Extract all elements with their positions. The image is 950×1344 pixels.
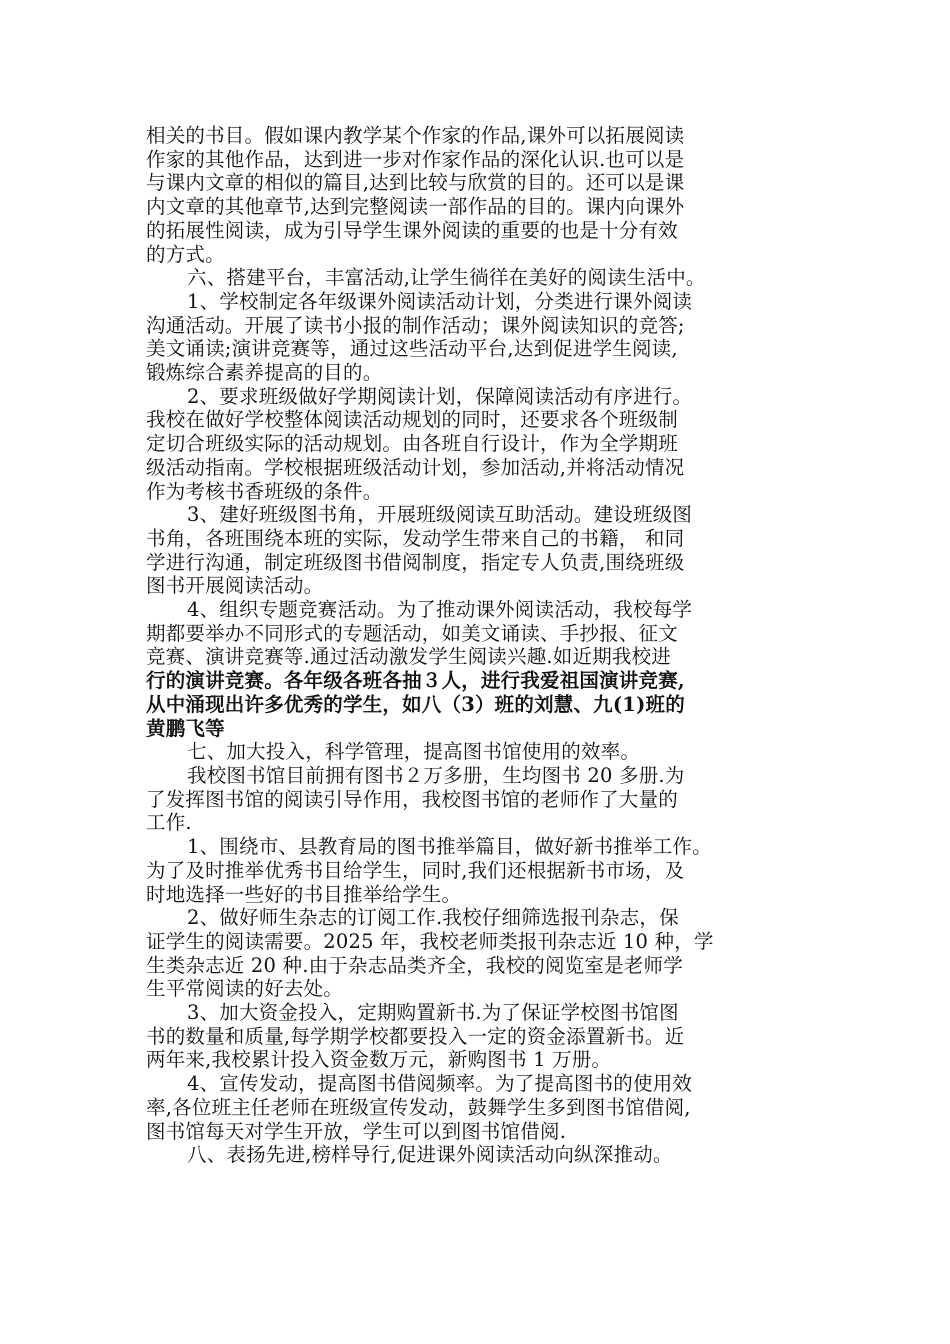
text-line: 书的数量和质量,每学期学校都要投入一定的资金添置新书。近	[146, 1024, 685, 1048]
text-line: 作为考核书香班级的条件。	[146, 479, 383, 503]
text-line: 相关的书目。假如课内教学某个作家的作品,课外可以拓展阅读	[146, 124, 685, 147]
text-line: 我校在做好学校整体阅读活动规划的同时，还要求各个班级制	[146, 408, 678, 432]
text-line: 学进行沟通，制定班级图书借阅制度，指定专人负责,围绕班级	[146, 550, 685, 574]
text-line: 3、加大资金投入，定期购置新书.为了保证学校图书馆图	[187, 1001, 679, 1025]
text-line: 八、表扬先进,榜样导行,促进课外阅读活动向纵深推动。	[187, 1143, 673, 1167]
text-line: 与课内文章的相似的篇目,达到比较与欣赏的目的。还可以是课	[146, 171, 685, 195]
text-line: 沟通活动。开展了读书小报的制作活动；课外阅读知识的竞答;	[146, 313, 685, 337]
text-line: 3、建好班级图书角，开展班级阅读互助活动。建设班级图	[187, 503, 693, 527]
text-line: 为了及时推举优秀书目给学生，同时,我们还根据新书市场，及	[146, 858, 685, 882]
text-line: 2、做好师生杂志的订阅工作.我校仔细筛选报刊杂志，保	[187, 906, 679, 930]
text-line: 1、围绕市、县教育局的图书推举篇目，做好新书推举工作。	[187, 835, 712, 859]
text-line: 生类杂志近 20 种.由于杂志品类齐全，我校的阅览室是老师学	[146, 953, 683, 977]
text-line: 从中涌现出许多优秀的学生，如八（3）班的刘慧、九(1)班的	[146, 692, 685, 716]
text-line: 黄鹏飞等	[146, 716, 225, 740]
text-line: 4、组织专题竞赛活动。为了推动课外阅读活动，我校每学	[187, 598, 693, 622]
text-line: 图书馆每天对学生开放，学生可以到图书馆借阅.	[146, 1119, 567, 1143]
text-line: 级活动指南。学校根据班级活动计划，参加活动,并将活动情况	[146, 455, 685, 479]
text-line: 率,各位班主任老师在班级宣传发动，鼓舞学生多到图书馆借阅,	[146, 1095, 691, 1119]
text-line: 的方式。	[146, 242, 225, 266]
text-line: 了发挥图书馆的阅读引导作用，我校图书馆的老师作了大量的	[146, 787, 678, 811]
text-line: 生平常阅读的好去处。	[146, 977, 344, 1001]
text-line: 工作.	[146, 811, 192, 835]
document-body	[146, 124, 816, 1167]
text-line: 4、宣传发动，提高图书借阅频率。为了提高图书的使用效	[187, 1072, 693, 1096]
text-line: 图书开展阅读活动。	[146, 574, 324, 598]
text-line: 2、要求班级做好学期阅读计划，保障阅读活动有序进行。	[187, 384, 693, 408]
text-line: 七、加大投入，科学管理，提高图书馆使用的效率。	[187, 740, 641, 764]
text-line: 证学生的阅读需要。2025 年，我校老师类报刊杂志近 10 种，学	[146, 929, 714, 953]
text-line: 六、搭建平台，丰富活动,让学生徜徉在美好的阅读生活中。	[187, 266, 706, 290]
text-line: 定切合班级实际的活动规划。由各班自行设计，作为全学期班	[146, 432, 678, 456]
text-line: 书角，各班围绕本班的实际，发动学生带来自己的书籍， 和同	[146, 526, 685, 550]
text-line: 竞赛、演讲竞赛等.通过活动激发学生阅读兴趣.如近期我校进	[146, 645, 671, 669]
text-line: 1、学校制定各年级课外阅读活动计划，分类进行课外阅读	[187, 289, 693, 313]
text-line: 的拓展性阅读，成为引导学生课外阅读的重要的也是十分有效	[146, 218, 678, 242]
text-line: 行的演讲竞赛。各年级各班各抽３人，进行我爱祖国演讲竞赛,	[146, 669, 685, 693]
text-line: 我校图书馆目前拥有图书２万多册，生均图书 20 多册.为	[187, 763, 685, 787]
text-line: 内文章的其他章节,达到完整阅读一部作品的目的。课内向课外	[146, 195, 685, 219]
text-line: 作家的其他作品，达到进一步对作家作品的深化认识.也可以是	[146, 147, 685, 171]
text-line: 锻炼综合素养提高的目的。	[146, 361, 383, 385]
text-line: 美文诵读;演讲竞赛等，通过这些活动平台,达到促进学生阅读,	[146, 337, 678, 361]
text-line: 两年来,我校累计投入资金数万元，新购图书 1 万册。	[146, 1048, 612, 1072]
text-line: 期都要举办不同形式的专题活动，如美文诵读、手抄报、征文	[146, 621, 678, 645]
text-line: 时地选择一些好的书目推举给学生。	[146, 882, 462, 906]
